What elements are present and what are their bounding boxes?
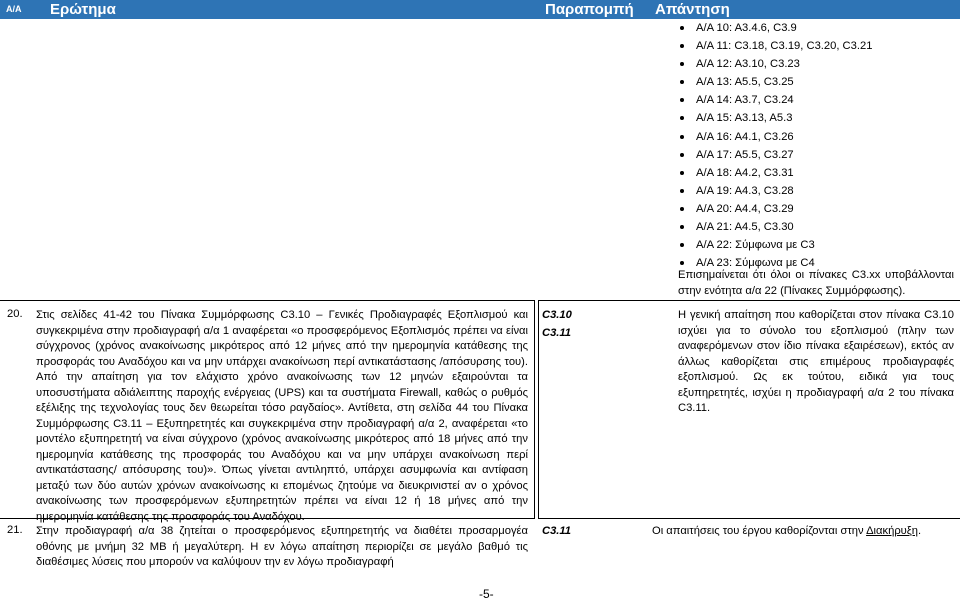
row-divider — [538, 300, 960, 301]
answer-text-suffix: . — [918, 525, 922, 537]
list-item: Α/Α 16: Α4.1, C3.26 — [678, 128, 872, 146]
list-item: Α/Α 17: Α5.5, C3.27 — [678, 146, 872, 164]
list-item: Α/Α 15: Α3.13, Α5.3 — [678, 109, 872, 127]
list-item: Α/Α 11: C3.18, C3.19, C3.20, C3.21 — [678, 37, 872, 55]
row-divider — [0, 300, 534, 301]
column-divider — [534, 300, 535, 519]
row-number: 21. — [7, 524, 23, 536]
header-reference: Παραπομπή — [545, 1, 634, 18]
row-divider — [538, 518, 960, 519]
column-divider — [538, 300, 539, 519]
list-item: Α/Α 20: Α4.4, C3.29 — [678, 200, 872, 218]
table-header — [0, 0, 960, 19]
list-item: Α/Α 23: Σύμφωνα με C4 — [678, 254, 872, 272]
list-item: Α/Α 10: Α3.4.6, C3.9 — [678, 19, 872, 37]
header-aa: A/A — [6, 4, 22, 14]
list-item: Α/Α 14: Α3.7, C3.24 — [678, 91, 872, 109]
header-question: Ερώτημα — [50, 1, 116, 18]
question-text: Στις σελίδες 41-42 του Πίνακα Συμμόρφωσης C3.10 – Γενικές Προδιαγραφές Εξοπλισμού και συγκεκριμένα στην προδιαγραφή α/α 1 αναφέρεται «ο προσφερόμενος Εξοπλισμός πρέπει να είναι σύγχρονος (χρόνος ανακοίνωσης μικρότερος από 12 μήνες από την ημερομηνία κατάθεσης της προσφοράς του Αναδόχου και να μην υπάρχει ανακοίνωση περί αντικατάστασης /απόσυρσης του). Από την απαίτηση για τον ελάχιστο χρόνο ανακοίνωσης των 12 μηνών εξαιρούνται τα υποσυστήματα αδιάλειπτης παροχής ενέργειας (UPS) και τα συστήματα Firewall, καθώς ο ρυθμός εξέλιξης της τεχνολογίας τους δεν θεωρείται τόσο ραγδαίος». Αντίθετα, στη σελίδα 44 του Πίνακα Συμμόρφωσης C3.11 – Εξυπηρετητές και συγκεκριμένα στην προδιαγραφή α/α 2, αναφέρεται «το μοντέλο εξυπηρετητή να είναι σύγχρονο (χρόνος ανακοίνωσης μικρότερος από 18 μήνες από την ημερομηνία κατάθεσης της προσφοράς του Αναδόχου και να μην υπάρχει ανακοίνωση περί αντικατάστασης/ απόσυρσης του)». Όπως γίνεται αντιληπτό, υπάρχει ασυμφωνία και αντίφαση μεταξύ των δύο αυτών χρόνων ανακοίνωσης κι επομένως ζητούμε να διευκρινιστεί αν ο χρόνος ανακοίνωσης των προσφερόμενων εξυπηρετητών πρέπει να είναι 12 ή 18 μήνες από την ημερομηνία κατάθεσης της προσφοράς του Αναδόχου. — [36, 309, 528, 523]
row-number: 20. — [7, 308, 23, 320]
list-item: Α/Α 22: Σύμφωνα με C3 — [678, 236, 872, 254]
list-item: Α/Α 19: Α4.3, C3.28 — [678, 182, 872, 200]
answer-reference-list — [678, 19, 872, 272]
answer-text: Η γενική απαίτηση που καθορίζεται στον πίνακα C3.10 ισχύει για το σύνολο του εξοπλισμού (πλην των αναφερόμενων στον ίδιο πίνακα εξαιρέσεων), εκτός αν άλλως καθορίζεται στις επιμέρους προδιαγραφές εξοπλισμού. Ως εκ τούτου, ειδικά για τους εξυπηρετητές, ισχύει η προδιαγραφή α/α 2 του πίνακα C3.11. — [678, 309, 954, 414]
question-text: Στην προδιαγραφή α/α 38 ζητείται ο προσφερόμενος εξυπηρετητής να διαθέτει προσαρμογέα οθόνης με μνήμη 32 MB ή μεγαλύτερη. Η εν λόγω απαίτηση περιορίζει σε μεγάλο βαθμό τις διαθέσιμες λύσεις που μπορούν να καλύψουν την εν λόγω προδιαγραφή — [36, 525, 528, 568]
page-number: -5- — [479, 587, 494, 601]
list-item: Α/Α 21: Α4.5, C3.30 — [678, 218, 872, 236]
answer-note: Επισημαίνεται ότι όλοι οι πίνακες C3.xx υποβάλλονται στην ενότητα α/α 22 (Πίνακες Συμμόρφωσης). — [678, 269, 954, 297]
list-item: Α/Α 13: Α5.5, C3.25 — [678, 73, 872, 91]
answer-text-underlined: Διακήρυξη — [866, 525, 919, 537]
list-item: Α/Α 18: Α4.2, C3.31 — [678, 164, 872, 182]
reference-code: C3.11 — [542, 525, 572, 537]
answer-text-prefix: Οι απαιτήσεις του έργου καθορίζονται στην — [652, 525, 867, 537]
header-answer: Απάντηση — [655, 1, 730, 18]
answer-text — [652, 524, 921, 540]
reference-code: C3.11 — [542, 327, 572, 339]
list-item: Α/Α 12: Α3.10, C3.23 — [678, 55, 872, 73]
reference-code: C3.10 — [542, 309, 572, 321]
